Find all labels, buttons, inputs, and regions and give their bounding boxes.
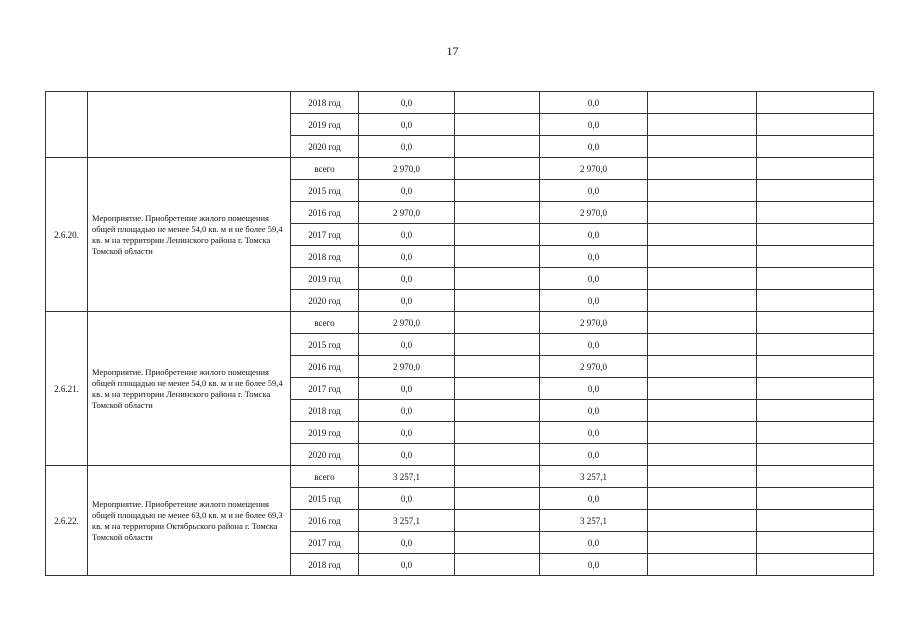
period-cell: 2018 год [291, 92, 359, 114]
other-sources-cell [757, 114, 874, 136]
regional-budget-cell [648, 224, 757, 246]
regional-budget-cell [648, 114, 757, 136]
other-sources-cell [757, 356, 874, 378]
local-budget-cell: 2 970,0 [540, 202, 648, 224]
federal-budget-cell [455, 488, 540, 510]
federal-budget-cell [455, 224, 540, 246]
total-amount-cell: 0,0 [359, 400, 455, 422]
regional-budget-cell [648, 312, 757, 334]
period-cell: всего [291, 158, 359, 180]
total-amount-cell: 0,0 [359, 444, 455, 466]
period-cell: всего [291, 312, 359, 334]
federal-budget-cell [455, 532, 540, 554]
local-budget-cell: 0,0 [540, 114, 648, 136]
regional-budget-cell [648, 180, 757, 202]
federal-budget-cell [455, 268, 540, 290]
local-budget-cell: 0,0 [540, 246, 648, 268]
measure-number: 2.6.22. [46, 466, 88, 576]
local-budget-cell: 0,0 [540, 334, 648, 356]
total-amount-cell: 0,0 [359, 334, 455, 356]
other-sources-cell [757, 290, 874, 312]
local-budget-cell: 0,0 [540, 224, 648, 246]
regional-budget-cell [648, 356, 757, 378]
federal-budget-cell [455, 444, 540, 466]
other-sources-cell [757, 246, 874, 268]
federal-budget-cell [455, 158, 540, 180]
federal-budget-cell [455, 290, 540, 312]
budget-table [45, 91, 874, 576]
regional-budget-cell [648, 268, 757, 290]
local-budget-cell: 0,0 [540, 92, 648, 114]
regional-budget-cell [648, 92, 757, 114]
period-cell: 2016 год [291, 202, 359, 224]
period-cell: 2018 год [291, 554, 359, 576]
local-budget-cell: 0,0 [540, 268, 648, 290]
other-sources-cell [757, 312, 874, 334]
total-amount-cell: 0,0 [359, 246, 455, 268]
local-budget-cell: 2 970,0 [540, 158, 648, 180]
local-budget-cell: 0,0 [540, 400, 648, 422]
table-row [46, 312, 874, 334]
period-cell: 2020 год [291, 136, 359, 158]
local-budget-cell: 3 257,1 [540, 510, 648, 532]
local-budget-cell: 0,0 [540, 180, 648, 202]
federal-budget-cell [455, 136, 540, 158]
other-sources-cell [757, 92, 874, 114]
total-amount-cell: 0,0 [359, 92, 455, 114]
period-cell: 2016 год [291, 356, 359, 378]
total-amount-cell: 2 970,0 [359, 312, 455, 334]
federal-budget-cell [455, 246, 540, 268]
other-sources-cell [757, 180, 874, 202]
period-cell: 2017 год [291, 224, 359, 246]
other-sources-cell [757, 510, 874, 532]
period-cell: 2018 год [291, 246, 359, 268]
total-amount-cell: 0,0 [359, 422, 455, 444]
total-amount-cell: 0,0 [359, 378, 455, 400]
local-budget-cell: 0,0 [540, 136, 648, 158]
other-sources-cell [757, 488, 874, 510]
measure-number: 2.6.21. [46, 312, 88, 466]
total-amount-cell: 2 970,0 [359, 356, 455, 378]
regional-budget-cell [648, 466, 757, 488]
federal-budget-cell [455, 378, 540, 400]
period-cell: 2017 год [291, 378, 359, 400]
regional-budget-cell [648, 510, 757, 532]
total-amount-cell: 2 970,0 [359, 202, 455, 224]
measure-description: Мероприятие. Приобретение жилого помещения общей площадью не менее 63,0 кв. м и не более 69,3 кв. м на территории Октябрьского района г. Томска Томской области [88, 466, 291, 576]
regional-budget-cell [648, 444, 757, 466]
total-amount-cell: 0,0 [359, 224, 455, 246]
total-amount-cell: 2 970,0 [359, 158, 455, 180]
regional-budget-cell [648, 246, 757, 268]
total-amount-cell: 0,0 [359, 268, 455, 290]
other-sources-cell [757, 532, 874, 554]
other-sources-cell [757, 378, 874, 400]
other-sources-cell [757, 136, 874, 158]
federal-budget-cell [455, 400, 540, 422]
local-budget-cell: 2 970,0 [540, 312, 648, 334]
regional-budget-cell [648, 290, 757, 312]
regional-budget-cell [648, 334, 757, 356]
period-cell: 2019 год [291, 268, 359, 290]
federal-budget-cell [455, 114, 540, 136]
other-sources-cell [757, 466, 874, 488]
federal-budget-cell [455, 510, 540, 532]
other-sources-cell [757, 444, 874, 466]
regional-budget-cell [648, 158, 757, 180]
table-row [46, 466, 874, 488]
federal-budget-cell [455, 202, 540, 224]
federal-budget-cell [455, 92, 540, 114]
table-body [46, 92, 874, 576]
other-sources-cell [757, 400, 874, 422]
table-row [46, 92, 874, 114]
measure-number [46, 92, 88, 158]
table-row [46, 158, 874, 180]
regional-budget-cell [648, 400, 757, 422]
other-sources-cell [757, 268, 874, 290]
other-sources-cell [757, 202, 874, 224]
federal-budget-cell [455, 334, 540, 356]
measure-description [88, 92, 291, 158]
period-cell: 2015 год [291, 334, 359, 356]
local-budget-cell: 0,0 [540, 554, 648, 576]
regional-budget-cell [648, 202, 757, 224]
local-budget-cell: 0,0 [540, 444, 648, 466]
total-amount-cell: 0,0 [359, 114, 455, 136]
measure-number: 2.6.20. [46, 158, 88, 312]
local-budget-cell: 0,0 [540, 378, 648, 400]
local-budget-cell: 2 970,0 [540, 356, 648, 378]
measure-description: Мероприятие. Приобретение жилого помещения общей площадью не менее 54,0 кв. м и не более 59,4 кв. м на территории Ленинского района г. Томска Томской области [88, 158, 291, 312]
period-cell: 2020 год [291, 290, 359, 312]
federal-budget-cell [455, 554, 540, 576]
local-budget-cell: 0,0 [540, 290, 648, 312]
regional-budget-cell [648, 488, 757, 510]
other-sources-cell [757, 158, 874, 180]
federal-budget-cell [455, 422, 540, 444]
period-cell: всего [291, 466, 359, 488]
federal-budget-cell [455, 466, 540, 488]
regional-budget-cell [648, 554, 757, 576]
other-sources-cell [757, 422, 874, 444]
total-amount-cell: 3 257,1 [359, 510, 455, 532]
total-amount-cell: 0,0 [359, 180, 455, 202]
regional-budget-cell [648, 136, 757, 158]
federal-budget-cell [455, 312, 540, 334]
period-cell: 2020 год [291, 444, 359, 466]
local-budget-cell: 0,0 [540, 488, 648, 510]
regional-budget-cell [648, 532, 757, 554]
page-number: 17 [446, 44, 459, 58]
period-cell: 2016 год [291, 510, 359, 532]
regional-budget-cell [648, 378, 757, 400]
period-cell: 2017 год [291, 532, 359, 554]
total-amount-cell: 0,0 [359, 554, 455, 576]
measure-description: Мероприятие. Приобретение жилого помещения общей площадью не менее 54,0 кв. м и не более 59,4 кв. м на территории Ленинского района г. Томска Томской области [88, 312, 291, 466]
period-cell: 2019 год [291, 114, 359, 136]
regional-budget-cell [648, 422, 757, 444]
period-cell: 2015 год [291, 488, 359, 510]
local-budget-cell: 3 257,1 [540, 466, 648, 488]
other-sources-cell [757, 224, 874, 246]
federal-budget-cell [455, 180, 540, 202]
local-budget-cell: 0,0 [540, 532, 648, 554]
period-cell: 2019 год [291, 422, 359, 444]
federal-budget-cell [455, 356, 540, 378]
period-cell: 2018 год [291, 400, 359, 422]
total-amount-cell: 3 257,1 [359, 466, 455, 488]
total-amount-cell: 0,0 [359, 290, 455, 312]
total-amount-cell: 0,0 [359, 532, 455, 554]
total-amount-cell: 0,0 [359, 136, 455, 158]
total-amount-cell: 0,0 [359, 488, 455, 510]
other-sources-cell [757, 554, 874, 576]
period-cell: 2015 год [291, 180, 359, 202]
other-sources-cell [757, 334, 874, 356]
local-budget-cell: 0,0 [540, 422, 648, 444]
